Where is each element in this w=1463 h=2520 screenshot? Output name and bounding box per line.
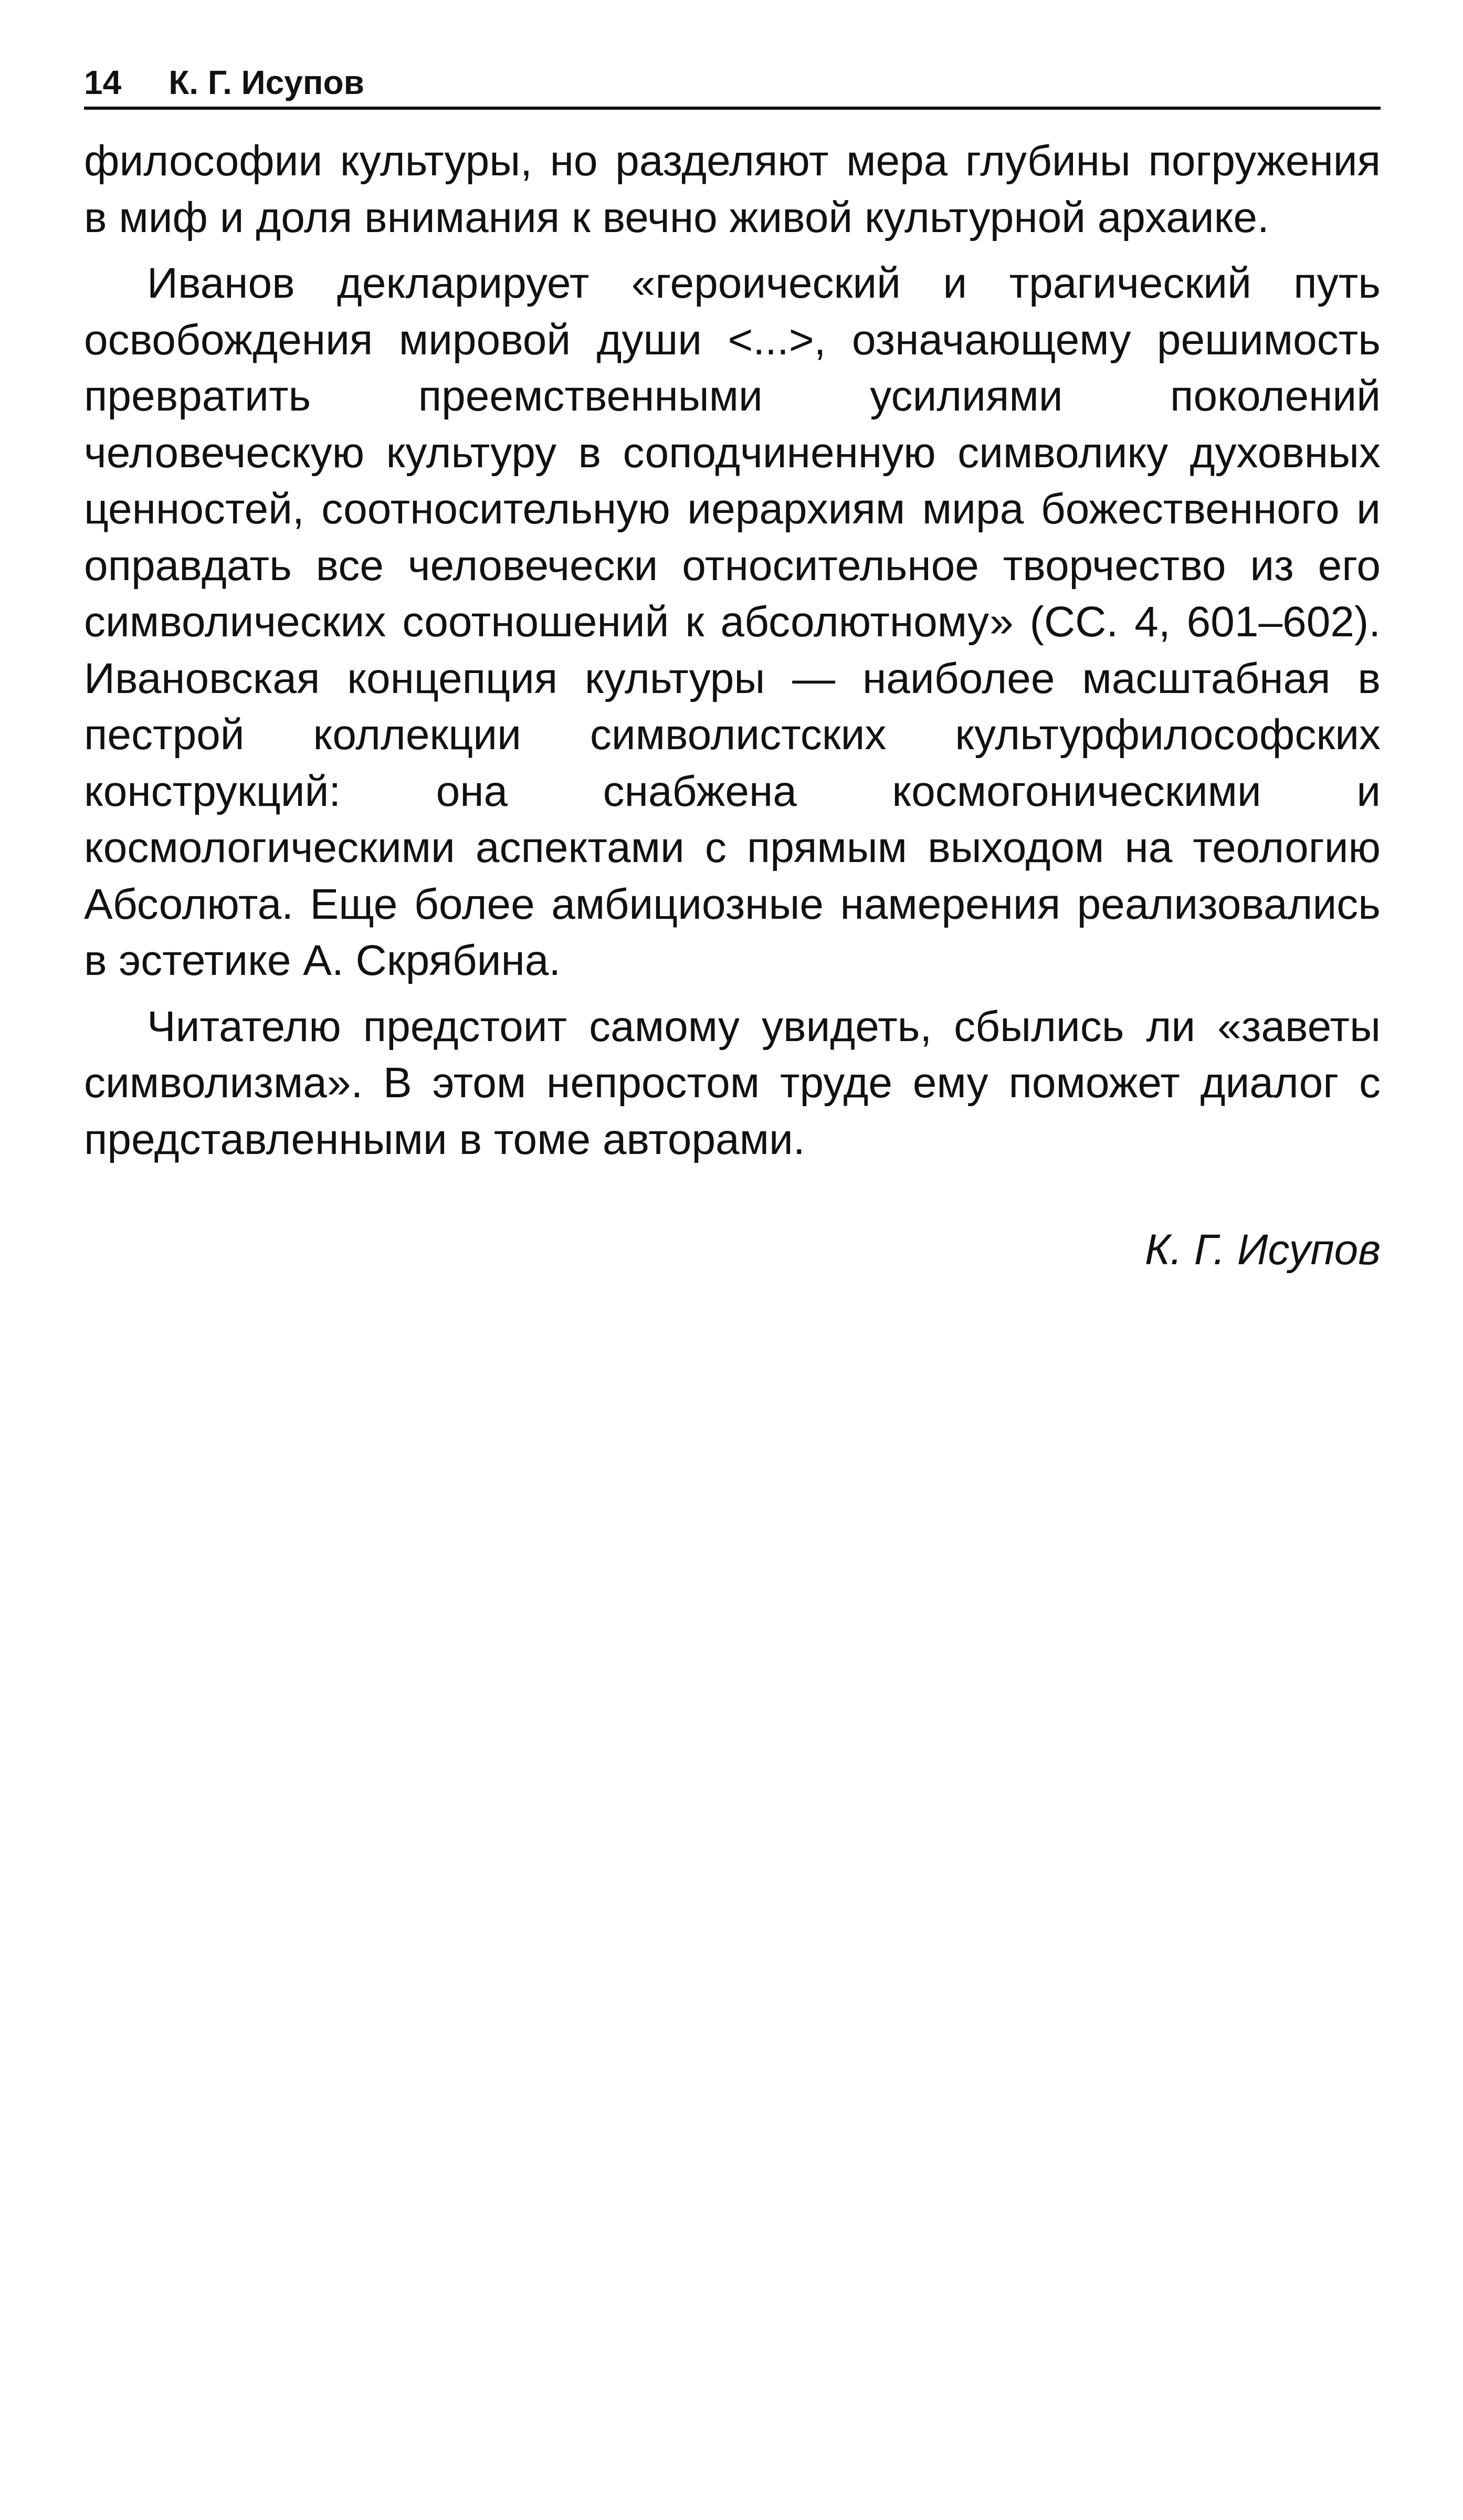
author-signature: К. Г. Исупов [1144, 1226, 1381, 1274]
running-header [84, 66, 1381, 110]
book-page [84, 66, 1381, 1275]
paragraph-continuation: философии культуры, но разделяют мера глубины погружения в миф и доля внимания к вечно живой культурной архаике. [84, 137, 1381, 242]
page-number: 14 [84, 64, 122, 101]
paragraph: Иванов декларирует «героический и трагический путь освобождения мировой души <...>, означающему решимость превратить преемственными усилиями поколений человеческую культуру в соподчиненную символику духовных ценностей, соотносительную иерархиям мира божественного и оправдать все человечески относительное творчество из его символических соотношений к абсолютному» (СС. 4, 601–602). Ивановская концепция культуры — наиболее масштабная в пестрой коллекции символистских культурфилософских конструкций: она снабжена космогоническими и космологическими аспектами с прямым выходом на теологию Абсолюта. Еще более амбициозные намерения реализовались в эстетике А. Скрябина. [84, 259, 1381, 984]
paragraph: Читателю предстоит самому увидеть, сбылись ли «заветы символизма». В этом непростом труде ему поможет диалог с представленными в томе авторами. [84, 1002, 1381, 1163]
body-text [84, 133, 1381, 1168]
running-title: К. Г. Исупов [169, 64, 364, 101]
